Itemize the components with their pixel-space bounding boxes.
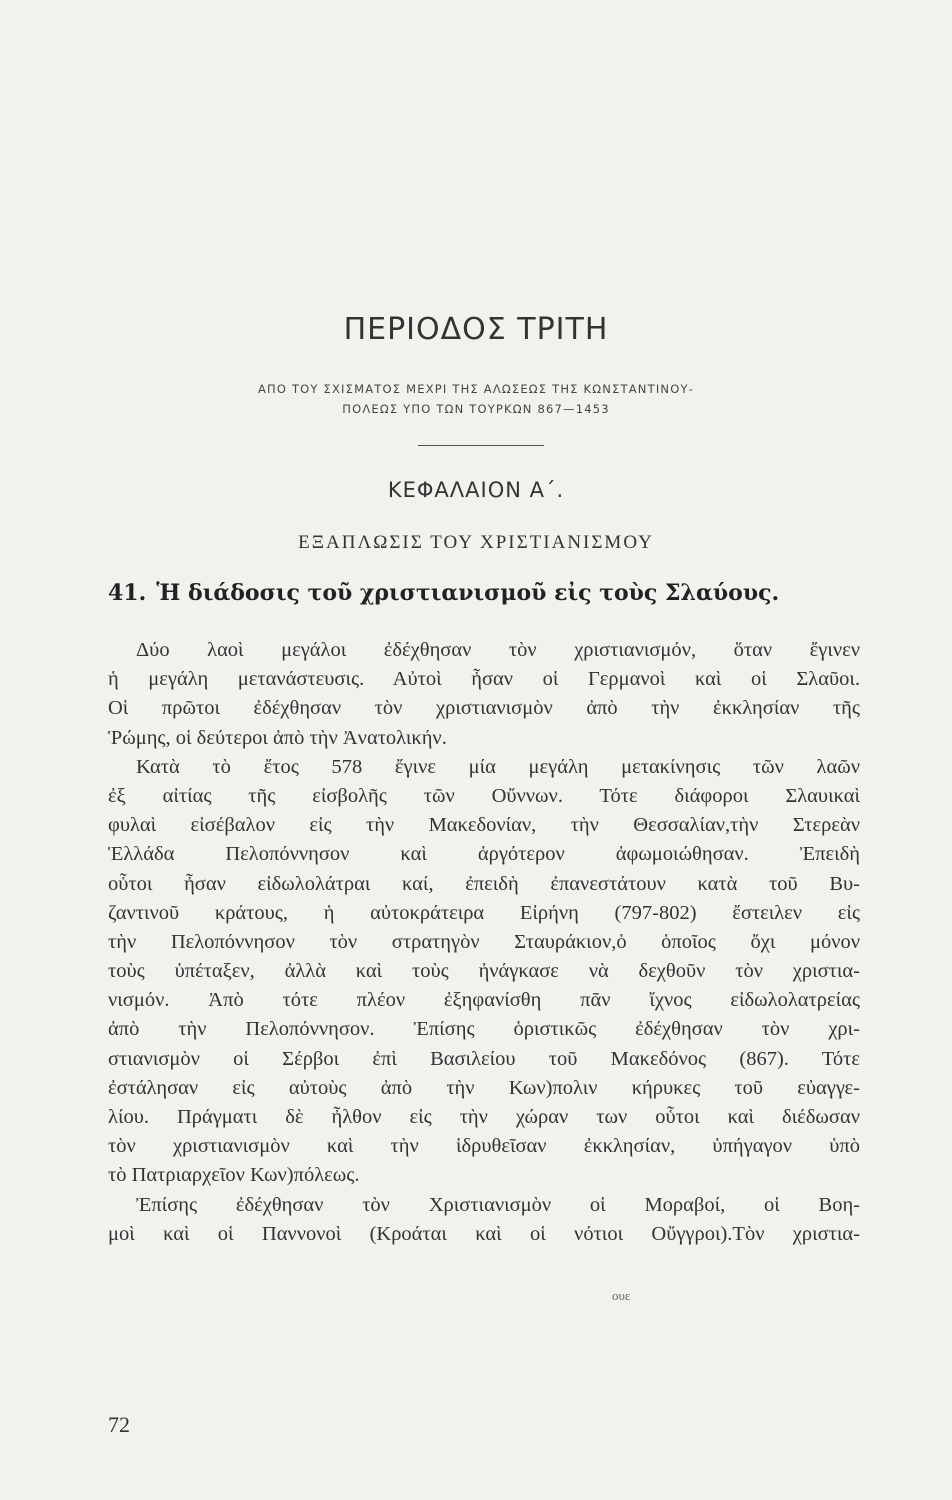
- body-line: νισμόν. Ἀπὸ τότε πλέον ἐξηφανίσθη πᾶν ἴχνος εἰδωλολατρείας: [108, 989, 860, 1012]
- body-line: Ἑλλάδα Πελοπόννησον καὶ ἀργότερον ἀφωμοιώθησαν. Ἐπειδὴ: [108, 843, 860, 866]
- body-line: Οἱ πρῶτοι ἐδέχθησαν τὸν χριστιανισμὸν ἀπὸ τὴν ἐκκλησίαν τῆς: [108, 697, 860, 720]
- body-line: ἀπὸ τὴν Πελοπόννησον. Ἐπίσης ὁριστικῶς ἐδέχθησαν τὸν χρι-: [108, 1018, 860, 1041]
- body-line: Κατὰ τὸ ἔτος 578 ἔγινε μία μεγάλη μετακίνησις τῶν λαῶν: [136, 755, 860, 778]
- part-title: ΠΕΡΙΟΔΟΣ ΤΡΙΤΗ: [343, 312, 609, 347]
- body-text: [108, 636, 860, 1249]
- body-line: Δύο λαοὶ μεγάλοι ἐδέχθησαν τὸν χριστιανισμόν, ὅταν ἔγινεν: [136, 639, 860, 661]
- body-line: τοὺς ὑπέταξεν, ἀλλὰ καὶ τοὺς ἠνάγκασε νὰ δεχθοῦν τὸν χριστια-: [108, 960, 860, 983]
- body-line: Ἐπίσης ἐδέχθησαν τὸν Χριστιανισμὸν οἱ Μοραβοί, οἱ Βοη-: [136, 1193, 860, 1216]
- chapter-title: ΚΕΦΑΛΑΙΟΝ Α΄.: [387, 478, 565, 502]
- body-line: τὴν Πελοπόννησον τὸν στρατηγὸν Σταυράκιον,ὁ ὁποῖος ὄχι μόνον: [108, 930, 860, 953]
- body-line: ζαντινοῦ κράτους, ἡ αὐτοκράτειρα Εἰρήνη (797-802) ἔστειλεν εἰς: [108, 901, 860, 924]
- body-line: τὸ Πατριαρχεῖον Κων)πόλεως.: [108, 1164, 360, 1187]
- body-line: ἡ μεγάλη μετανάστευσις. Αὐτοὶ ἦσαν οἱ Γερμανοὶ καὶ οἱ Σλαῦοι.: [108, 668, 860, 691]
- body-line: Ῥώμης, οἱ δεύτεροι ἀπὸ τὴν Ἀνατολικήν.: [108, 726, 447, 749]
- part-subtitle-line-1: ΑΠΟ ΤΟΥ ΣΧΙΣΜΑΤΟΣ ΜΕΧΡΙ ΤΗΣ ΑΛΩΣΕΩΣ ΤΗΣ ΚΩΝΣΤΑΝΤΙΝΟΥ-: [257, 382, 695, 396]
- chapter-subtitle: ΕΞΑΠΛΩΣΙΣ ΤΟΥ ΧΡΙΣΤΙΑΝΙΣΜΟΥ: [298, 532, 654, 553]
- body-line: τὸν χριστιανισμὸν καὶ τὴν ἱδρυθεῖσαν ἐκκλησίαν, ὑπήγαγον ὑπὸ: [108, 1135, 860, 1158]
- body-line: μοὶ καὶ οἱ Παννονοὶ (Κροάται καὶ οἱ νότιοι Οὔγγροι).Τὸν χριστια-: [108, 1222, 860, 1245]
- body-line: οὗτοι ἦσαν εἰδωλολάτραι καί, ἐπειδὴ ἐπανεστάτουν κατὰ τοῦ Βυ-: [108, 872, 860, 895]
- handwritten-note: ουε: [612, 1288, 631, 1303]
- divider-rule: [418, 445, 544, 446]
- body-line: ἐστάλησαν εἰς αὐτοὺς ἀπὸ τὴν Κων)πολιν κήρυκες τοῦ εὐαγγε-: [108, 1076, 860, 1099]
- section-heading: [108, 580, 868, 606]
- section-title: Ἡ διάδοσις τοῦ χριστιανισμοῦ εἰς τοὺς Σλαύους.: [156, 580, 780, 606]
- section-number: 41.: [108, 580, 147, 606]
- body-line: λίου. Πράγματι δὲ ἦλθον εἰς τὴν χώραν των οὗτοι καὶ διέδωσαν: [108, 1106, 860, 1128]
- part-subtitle-line-2: ΠΟΛΕΩΣ ΥΠΟ ΤΩΝ ΤΟΥΡΚΩΝ 867—1453: [342, 402, 610, 416]
- body-line: ἐξ αἰτίας τῆς εἰσβολῆς τῶν Οὔννων. Τότε διάφοροι Σλαυικαὶ: [108, 784, 860, 807]
- body-line: στιανισμὸν οἱ Σέρβοι ἐπὶ Βασιλείου τοῦ Μακεδόνος (867). Τότε: [108, 1047, 860, 1070]
- page-number: 72: [108, 1412, 130, 1437]
- body-line: φυλαὶ εἰσέβαλον εἰς τὴν Μακεδονίαν, τὴν Θεσσαλίαν,τὴν Στερεὰν: [108, 814, 860, 837]
